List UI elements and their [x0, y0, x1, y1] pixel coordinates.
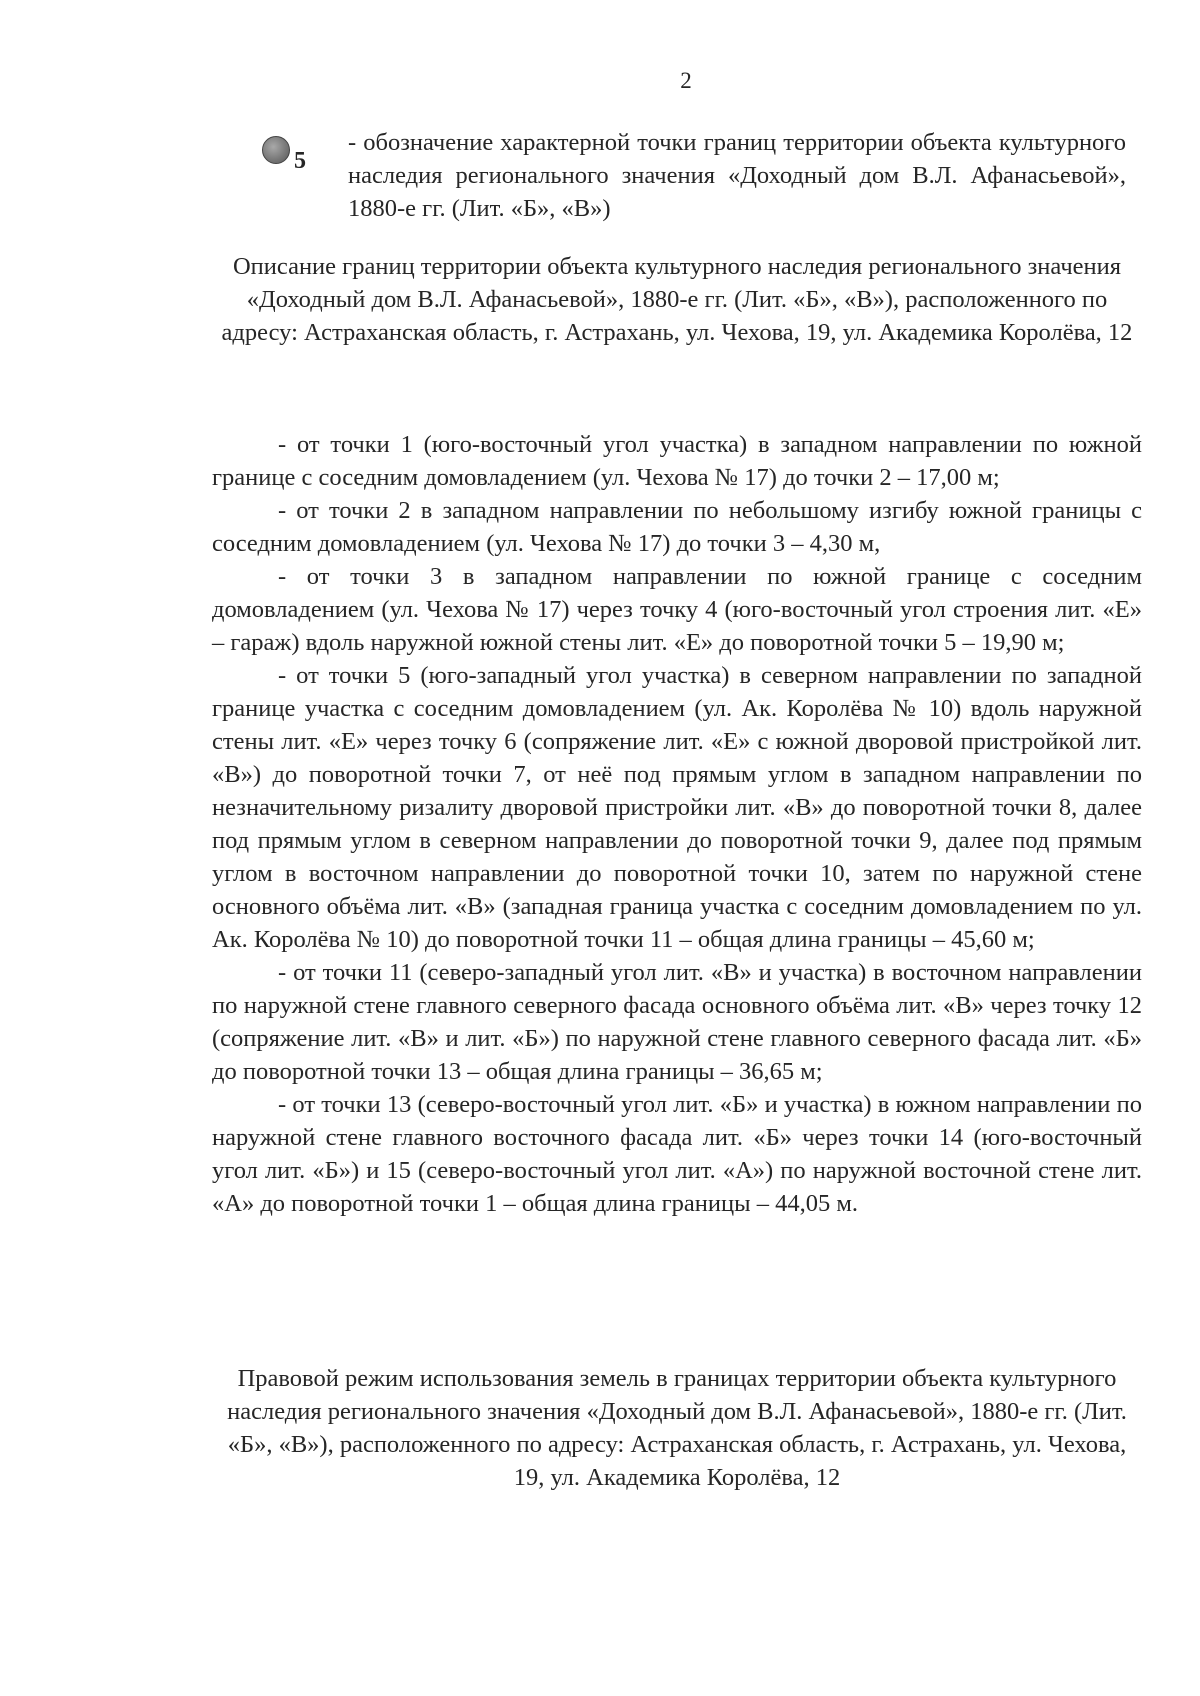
boundary-paragraph: - от точки 5 (юго-западный угол участка) в северном направлении по западной границе участка с соседним домовладением (ул. Ак. Королёва № 10) вдоль наружной стены лит. «Е» через точку 6 (сопряжение лит. «Е» с южной дворовой пристройкой лит. «В») до поворотной точки 7, от неё под прямым углом в западном направлении по незначительному ризалиту дворовой пристройки лит. «В» до поворотной точки 8, далее под прямым углом в северном направлении до поворотной точки 9, далее под прямым углом в восточном направлении до поворотной точки 10, затем по наружной стене основного объёма лит. «В» (западная граница участка с соседним домовладением по ул. Ак. Королёва № 10) до поворотной точки 11 – общая длина границы – 45,60 м;	[212, 662, 1142, 953]
boundary-paragraph: - от точки 2 в западном направлении по небольшому изгибу южной границы с соседним домовладением (ул. Чехова № 17) до точки 3 – 4,30 м,	[212, 497, 1142, 557]
page-number: 2	[680, 68, 692, 93]
boundary-point-marker-icon	[262, 136, 290, 164]
point-legend	[262, 126, 1142, 226]
legend-description: - обозначение характерной точки границ территории объекта культурного наследия регионального значения «Доходный дом В.Л. Афанасьевой», 1880-е гг. (Лит. «Б», «В»)	[348, 129, 1126, 222]
boundary-paragraph: - от точки 1 (юго-восточный угол участка) в западном направлении по южной границе с соседним домовладением (ул. Чехова № 17) до точки 2 – 17,00 м;	[212, 431, 1142, 491]
legal-regime-heading: Правовой режим использования земель в границах территории объекта культурного наследия регионального значения «Доходный дом В.Л. Афанасьевой», 1880-е гг. (Лит. «Б», «В»), расположенного по адресу: Астраханская область, г. Астрахань, ул. Чехова, 19, ул. Академика Королёва, 12	[227, 1365, 1127, 1491]
boundary-description	[212, 428, 1142, 1220]
boundary-paragraph: - от точки 11 (северо-западный угол лит. «В» и участка) в восточном направлении по наружной стене главного северного фасада основного объёма лит. «В» через точку 12 (сопряжение лит. «В» и лит. «Б») по наружной стене главного северного фасада лит. «Б» до поворотной точки 13 – общая длина границы – 36,65 м;	[212, 959, 1142, 1085]
boundary-paragraph: - от точки 13 (северо-восточный угол лит. «Б» и участка) в южном направлении по наружной стене главного восточного фасада лит. «Б» через точки 14 (юго-восточный угол лит. «Б») и 15 (северо-восточный угол лит. «А») по наружной восточной стене лит. «А» до поворотной точки 1 – общая длина границы – 44,05 м.	[212, 1091, 1142, 1217]
boundaries-heading: Описание границ территории объекта культурного наследия регионального значения «Доходный дом В.Л. Афанасьевой», 1880-е гг. (Лит. «Б», «В»), расположенного по адресу: Астраханская область, г. Астрахань, ул. Чехова, 19, ул. Академика Королёва, 12	[221, 253, 1133, 346]
legend-point-number: 5	[294, 148, 306, 174]
boundary-paragraph: - от точки 3 в западном направлении по южной границе с соседним домовладением (ул. Чехова № 17) через точку 4 (юго-восточный угол строения лит. «Е» – гараж) вдоль наружной южной стены лит. «Е» до поворотной точки 5 – 19,90 м;	[212, 563, 1142, 656]
